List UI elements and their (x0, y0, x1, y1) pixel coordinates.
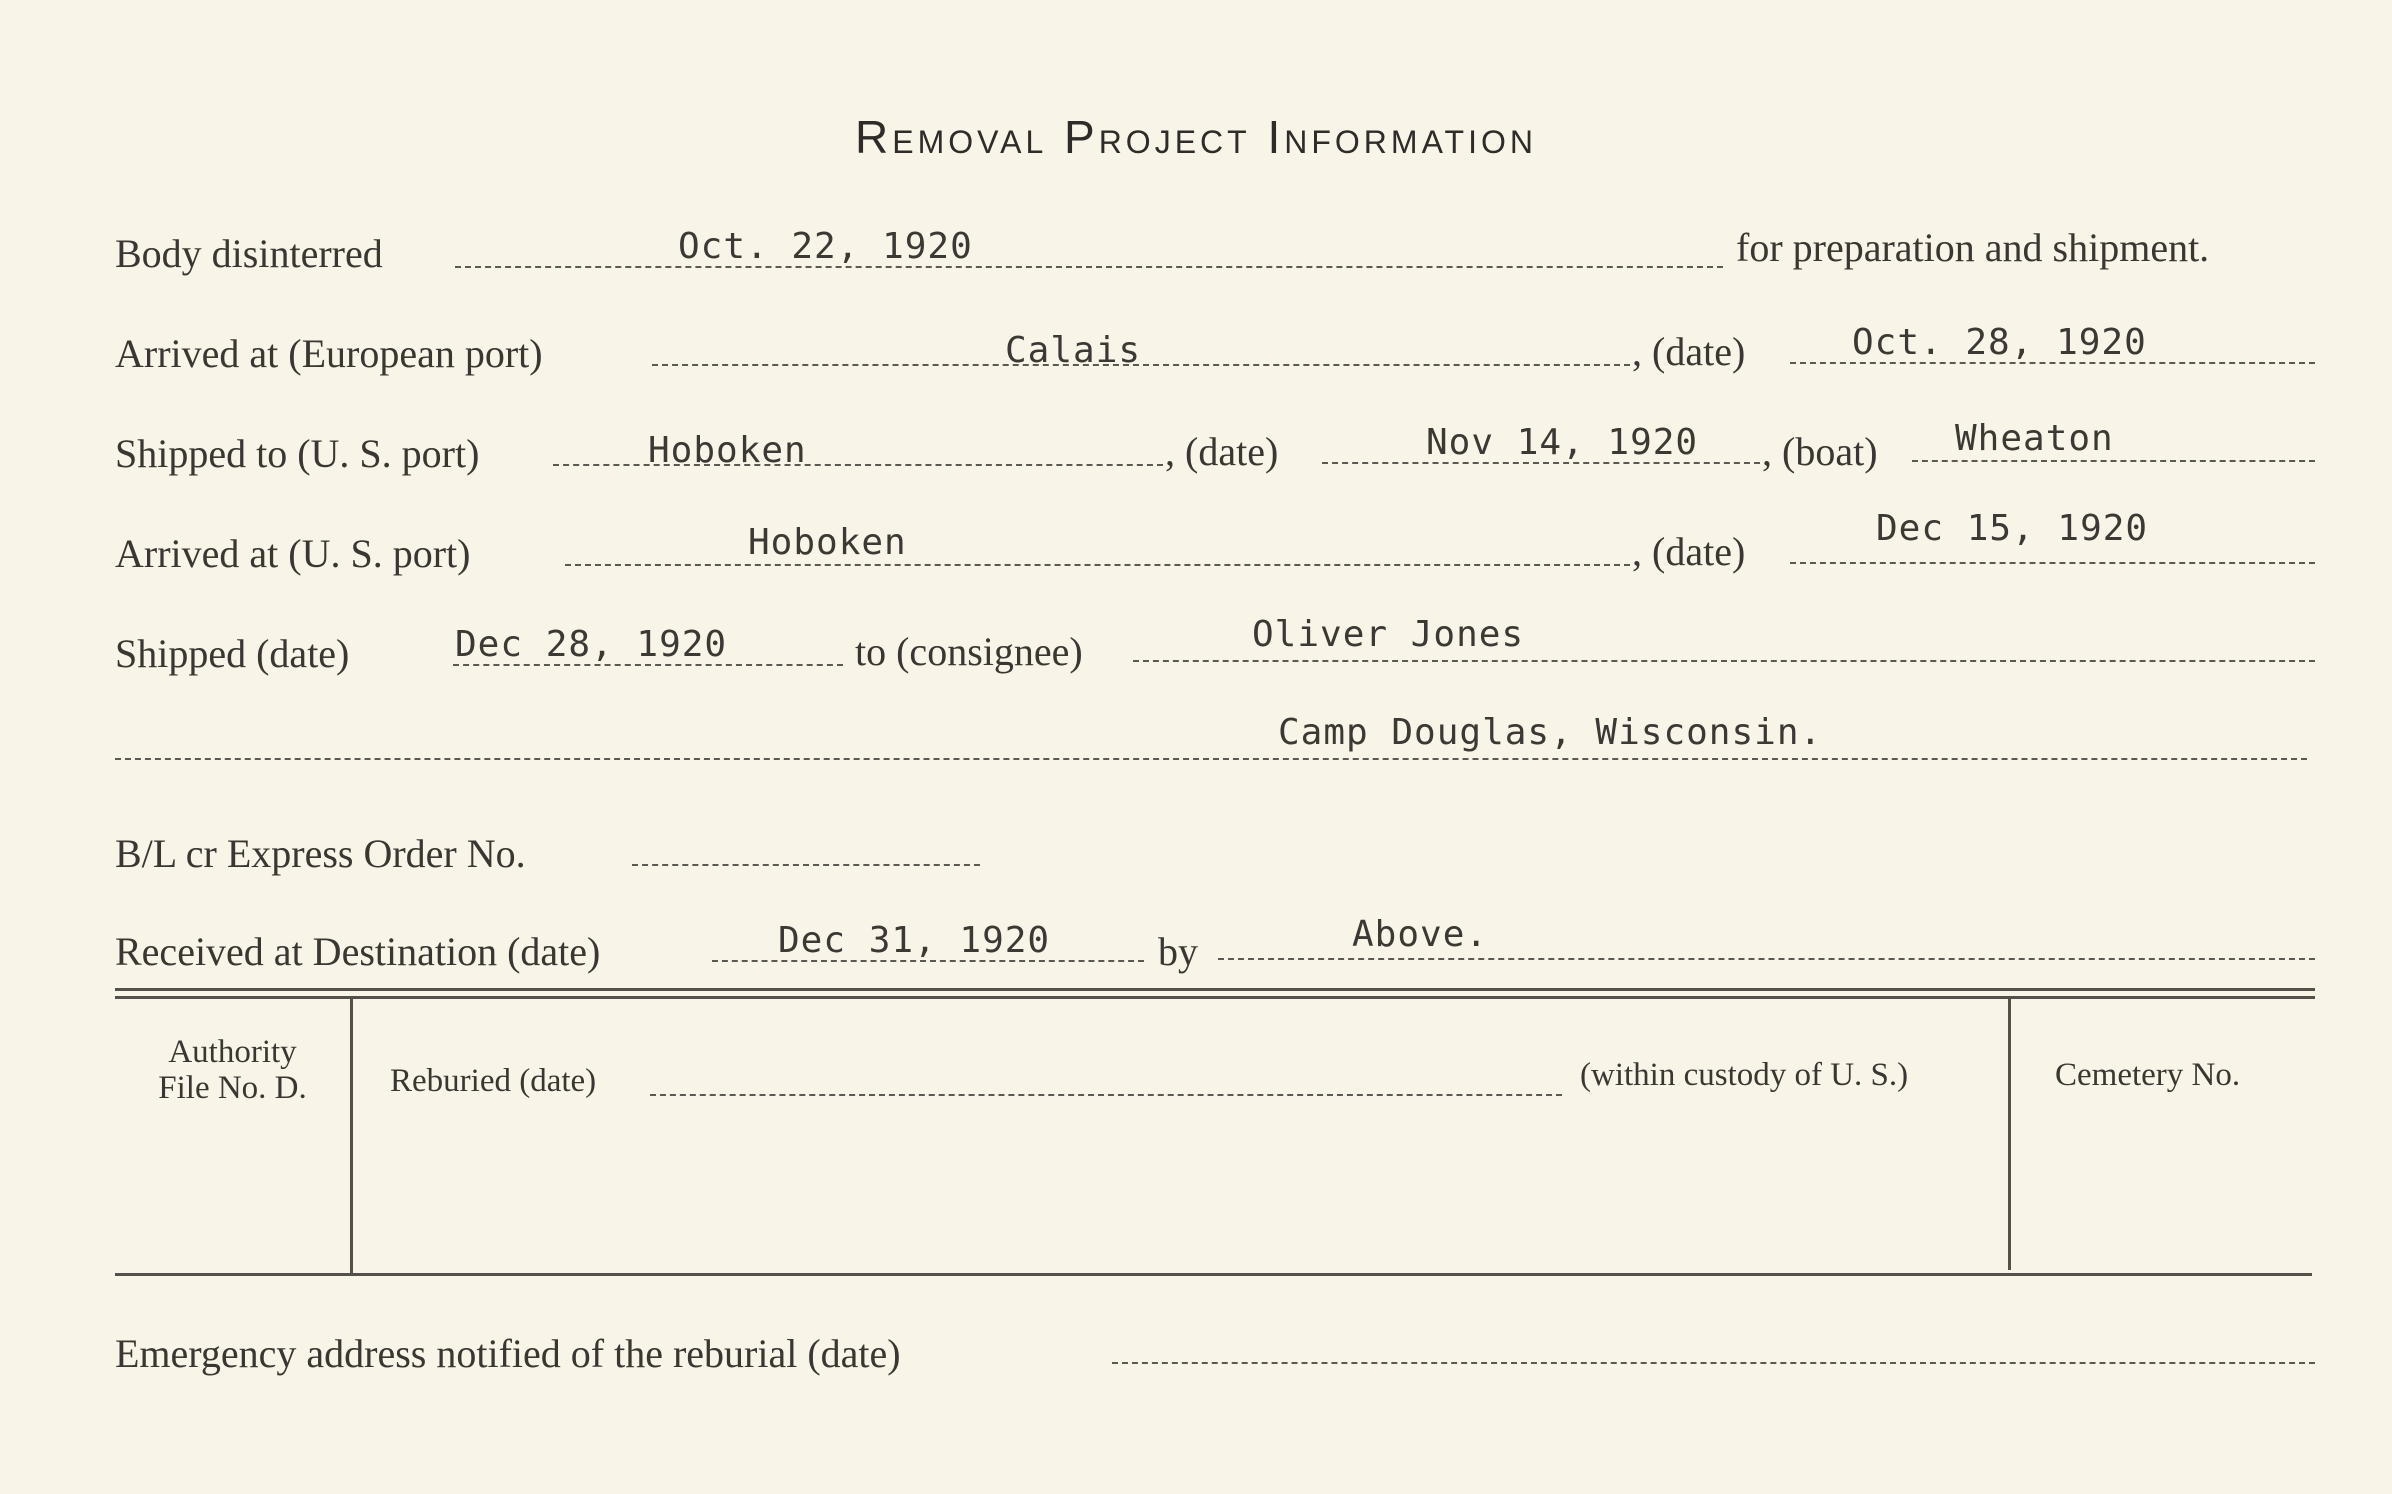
consignee-value: Oliver Jones (1252, 614, 1525, 655)
arrived-us-date-label: , (date) (1632, 529, 1746, 574)
disinterred-line (455, 266, 1723, 268)
authority-label-line1: Authority (168, 1034, 297, 1070)
shipped-us-port-value: Hoboken (648, 430, 807, 471)
boat-value: Wheaton (1955, 418, 2114, 459)
bl-line (632, 864, 980, 866)
shipped-us-label: Shipped to (U. S. port) (115, 431, 480, 476)
shipped-us-date-value: Nov 14, 1920 (1426, 422, 1699, 463)
arrived-us-date-value: Dec 15, 1920 (1876, 508, 2149, 549)
cemetery-label: Cemetery No. (2055, 1057, 2241, 1093)
emergency-label: Emergency address notified of the reburial (date) (115, 1331, 901, 1376)
custody-label: (within custody of U. S.) (1580, 1057, 1909, 1093)
bl-label: B/L cr Express Order No. (115, 831, 526, 876)
boat-label: , (boat) (1762, 429, 1878, 474)
authority-label-line2: File No. D. (158, 1070, 307, 1106)
box-divider-left (350, 998, 353, 1276)
disinterred-suffix: for preparation and shipment. (1736, 225, 2210, 270)
european-port-value: Calais (1005, 330, 1142, 371)
reburied-label: Reburied (date) (390, 1063, 597, 1099)
arrived-us-label: Arrived at (U. S. port) (115, 531, 471, 576)
arrived-us-line (565, 564, 1630, 566)
received-label: Received at Destination (date) (115, 929, 601, 974)
received-by-value: Above. (1352, 914, 1489, 955)
received-by-label: by (1158, 929, 1198, 974)
box-top-rule-double (115, 996, 2315, 999)
european-date-label: , (date) (1632, 329, 1746, 374)
box-top-rule (115, 988, 2315, 991)
received-date-value: Dec 31, 1920 (778, 920, 1051, 961)
authority-file-label (120, 1034, 345, 1106)
shipped-us-date-label: , (date) (1165, 429, 1279, 474)
shipped-date-value: Dec 28, 1920 (455, 624, 728, 665)
boat-line (1912, 460, 2315, 462)
arrived-us-port-value: Hoboken (748, 522, 907, 563)
consignee-address-value: Camp Douglas, Wisconsin. (1278, 712, 1823, 753)
page-title: Removal Project Information (855, 111, 1537, 163)
emergency-line (1112, 1362, 2315, 1364)
european-port-label: Arrived at (European port) (115, 331, 543, 376)
european-date-value: Oct. 28, 1920 (1852, 322, 2147, 363)
arrived-us-date-line (1790, 562, 2315, 564)
reburied-line (650, 1094, 1562, 1096)
consignee-line (1133, 660, 2315, 662)
disinterred-label: Body disinterred (115, 231, 383, 276)
shipped-date-label: Shipped (date) (115, 631, 350, 676)
address-line (115, 758, 2307, 760)
disinterred-date-value: Oct. 22, 1920 (678, 226, 973, 267)
consignee-label: to (consignee) (855, 629, 1083, 674)
box-divider-right (2008, 998, 2011, 1270)
received-by-line (1218, 958, 2315, 960)
box-bottom-rule (115, 1273, 2312, 1276)
shipped-us-line (553, 464, 1163, 466)
